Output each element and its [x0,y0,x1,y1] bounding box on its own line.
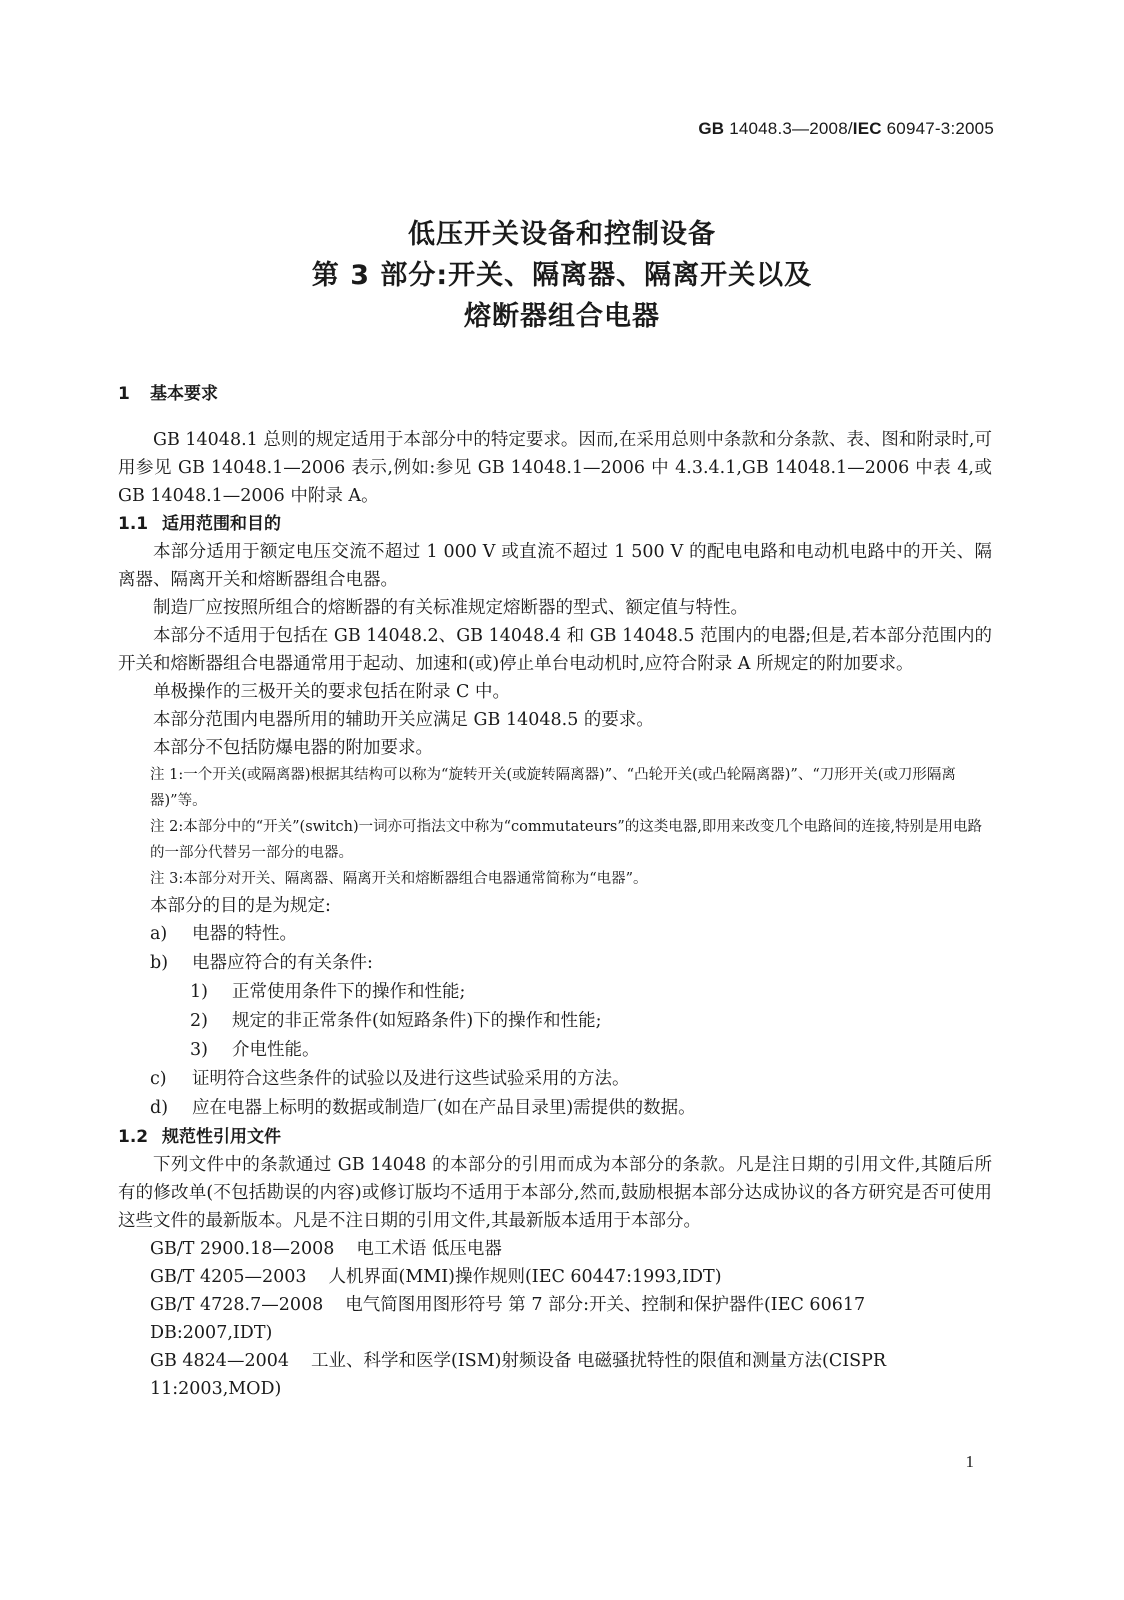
paragraph: GB 14048.1 总则的规定适用于本部分中的特定要求。因而,在采用总则中条款和分条款、表、图和附录时,可用参见 GB 14048.1—2006 表示,例如:参见 GB 14048.1—2006 中 4.3.4.1,GB 14048.1—2006 中表 4,或 GB 14048.1—2006 中附录 A。 [118,430,992,506]
paragraph: 制造厂应按照所组合的熔断器的有关标准规定熔断器的型式、额定值与特性。 [153,598,748,618]
section-number: 1 [118,384,130,404]
sub-list-item [118,978,992,1007]
list-text: 电器的特性。 [192,924,297,944]
list-marker: c) [150,1069,167,1089]
section-number: 1.1 [118,514,149,534]
section-title: 规范性引用文件 [162,1127,281,1147]
purpose-intro: 本部分的目的是为规定: [150,896,331,916]
list-text: 正常使用条件下的操作和性能; [232,982,466,1002]
list-item-b [118,949,992,978]
paragraph: 单极操作的三极开关的要求包括在附录 C 中。 [153,682,511,702]
reference-code: GB/T 2900.18—2008 [150,1239,335,1259]
note-3 [118,866,992,892]
list-marker: a) [150,924,168,944]
section-number: 1.2 [118,1127,149,1147]
list-text: 规定的非正常条件(如短路条件)下的操作和性能; [232,1011,602,1031]
note-text: 一个开关(或隔离器)根据其结构可以称为“旋转开关(或旋转隔离器)”、“凸轮开关(或凸轮隔离器)”、“刀形开关(或刀形隔离器)”等。 [150,767,956,809]
reference-code: GB/T 4205—2003 [150,1267,307,1287]
note-label: 注 2: [150,819,184,835]
list-text: 证明符合这些条件的试验以及进行这些试验采用的方法。 [192,1069,630,1089]
note-label: 注 3: [150,871,184,887]
reference-title: 人机界面(MMI)操作规则(IEC 60447:1993,IDT) [328,1267,722,1287]
sub-list-item [118,1007,992,1036]
list-item-d [118,1094,992,1123]
list-marker: 2) [190,1011,208,1031]
note-label: 注 1: [150,767,184,783]
iec-prefix: IEC [852,119,882,138]
reference-item [118,1347,992,1403]
list-text: 介电性能。 [232,1040,320,1060]
section-1-1-heading [118,510,992,538]
title-line-2: 第 3 部分:开关、隔离器、隔离开关以及 [311,260,813,291]
reference-title: 电工术语 低压电器 [356,1239,502,1259]
list-marker: 3) [190,1040,208,1060]
standard-number [698,119,994,139]
reference-code: GB/T 4728.7—2008 [150,1295,324,1315]
reference-item [118,1263,992,1291]
paragraph: 本部分不适用于包括在 GB 14048.2、GB 14048.4 和 GB 14048.5 范围内的电器;但是,若本部分范围内的开关和熔断器组合电器通常用于起动、加速和(或)停止单台电动机时,应符合附录 A 所规定的附加要求。 [118,626,992,674]
list-marker: d) [150,1098,169,1118]
document-title [0,214,1124,337]
reference-item [118,1235,992,1263]
document-body [118,380,992,1403]
section-title: 基本要求 [150,384,218,404]
paragraph: 本部分适用于额定电压交流不超过 1 000 V 或直流不超过 1 500 V 的配电电路和电动机电路中的开关、隔离器、隔离开关和熔断器组合电器。 [118,542,992,590]
iec-number: 60947-3:2005 [881,119,994,138]
gb-number: 14048.3—2008/ [724,119,853,138]
note-2 [118,814,992,866]
paragraph: 本部分范围内电器所用的辅助开关应满足 GB 14048.5 的要求。 [153,710,654,730]
list-marker: b) [150,953,169,973]
list-text: 电器应符合的有关条件: [192,953,373,973]
section-title: 适用范围和目的 [162,514,281,534]
sub-list-item [118,1036,992,1065]
note-text: 本部分对开关、隔离器、隔离开关和熔断器组合电器通常简称为“电器”。 [183,871,648,887]
paragraph: 本部分不包括防爆电器的附加要求。 [153,738,433,758]
section-1-heading [118,380,992,408]
paragraph: 下列文件中的条款通过 GB 14048 的本部分的引用而成为本部分的条款。凡是注日期的引用文件,其随后所有的修改单(不包括勘误的内容)或修订版均不适用于本部分,然而,鼓励根据本部分达成协议的各方研究是否可使用这些文件的最新版本。凡是不注日期的引用文件,其最新版本适用于本部分。 [118,1155,992,1231]
page-number: 1 [965,1452,974,1471]
note-1 [118,762,992,814]
title-line-1: 低压开关设备和控制设备 [408,219,716,250]
list-marker: 1) [190,982,208,1002]
note-text: 本部分中的“开关”(switch)一词亦可指法文中称为“commutateurs”的这类电器,即用来改变几个电路间的连接,特别是用电路的一部分代替另一部分的电器。 [150,819,982,861]
list-item-a [118,920,992,949]
reference-title: 工业、科学和医学(ISM)射频设备 电磁骚扰特性的限值和测量方法(CISPR 11:2003,MOD) [150,1351,887,1399]
section-1-2-heading [118,1123,992,1151]
reference-code: GB 4824—2004 [150,1351,289,1371]
reference-item [118,1291,992,1347]
gb-prefix: GB [698,119,725,138]
list-text: 应在电器上标明的数据或制造厂(如在产品目录里)需提供的数据。 [192,1098,696,1118]
list-item-c [118,1065,992,1094]
reference-title: 电气简图用图形符号 第 7 部分:开关、控制和保护器件(IEC 60617 DB:2007,IDT) [150,1295,866,1343]
title-line-3: 熔断器组合电器 [464,301,660,332]
